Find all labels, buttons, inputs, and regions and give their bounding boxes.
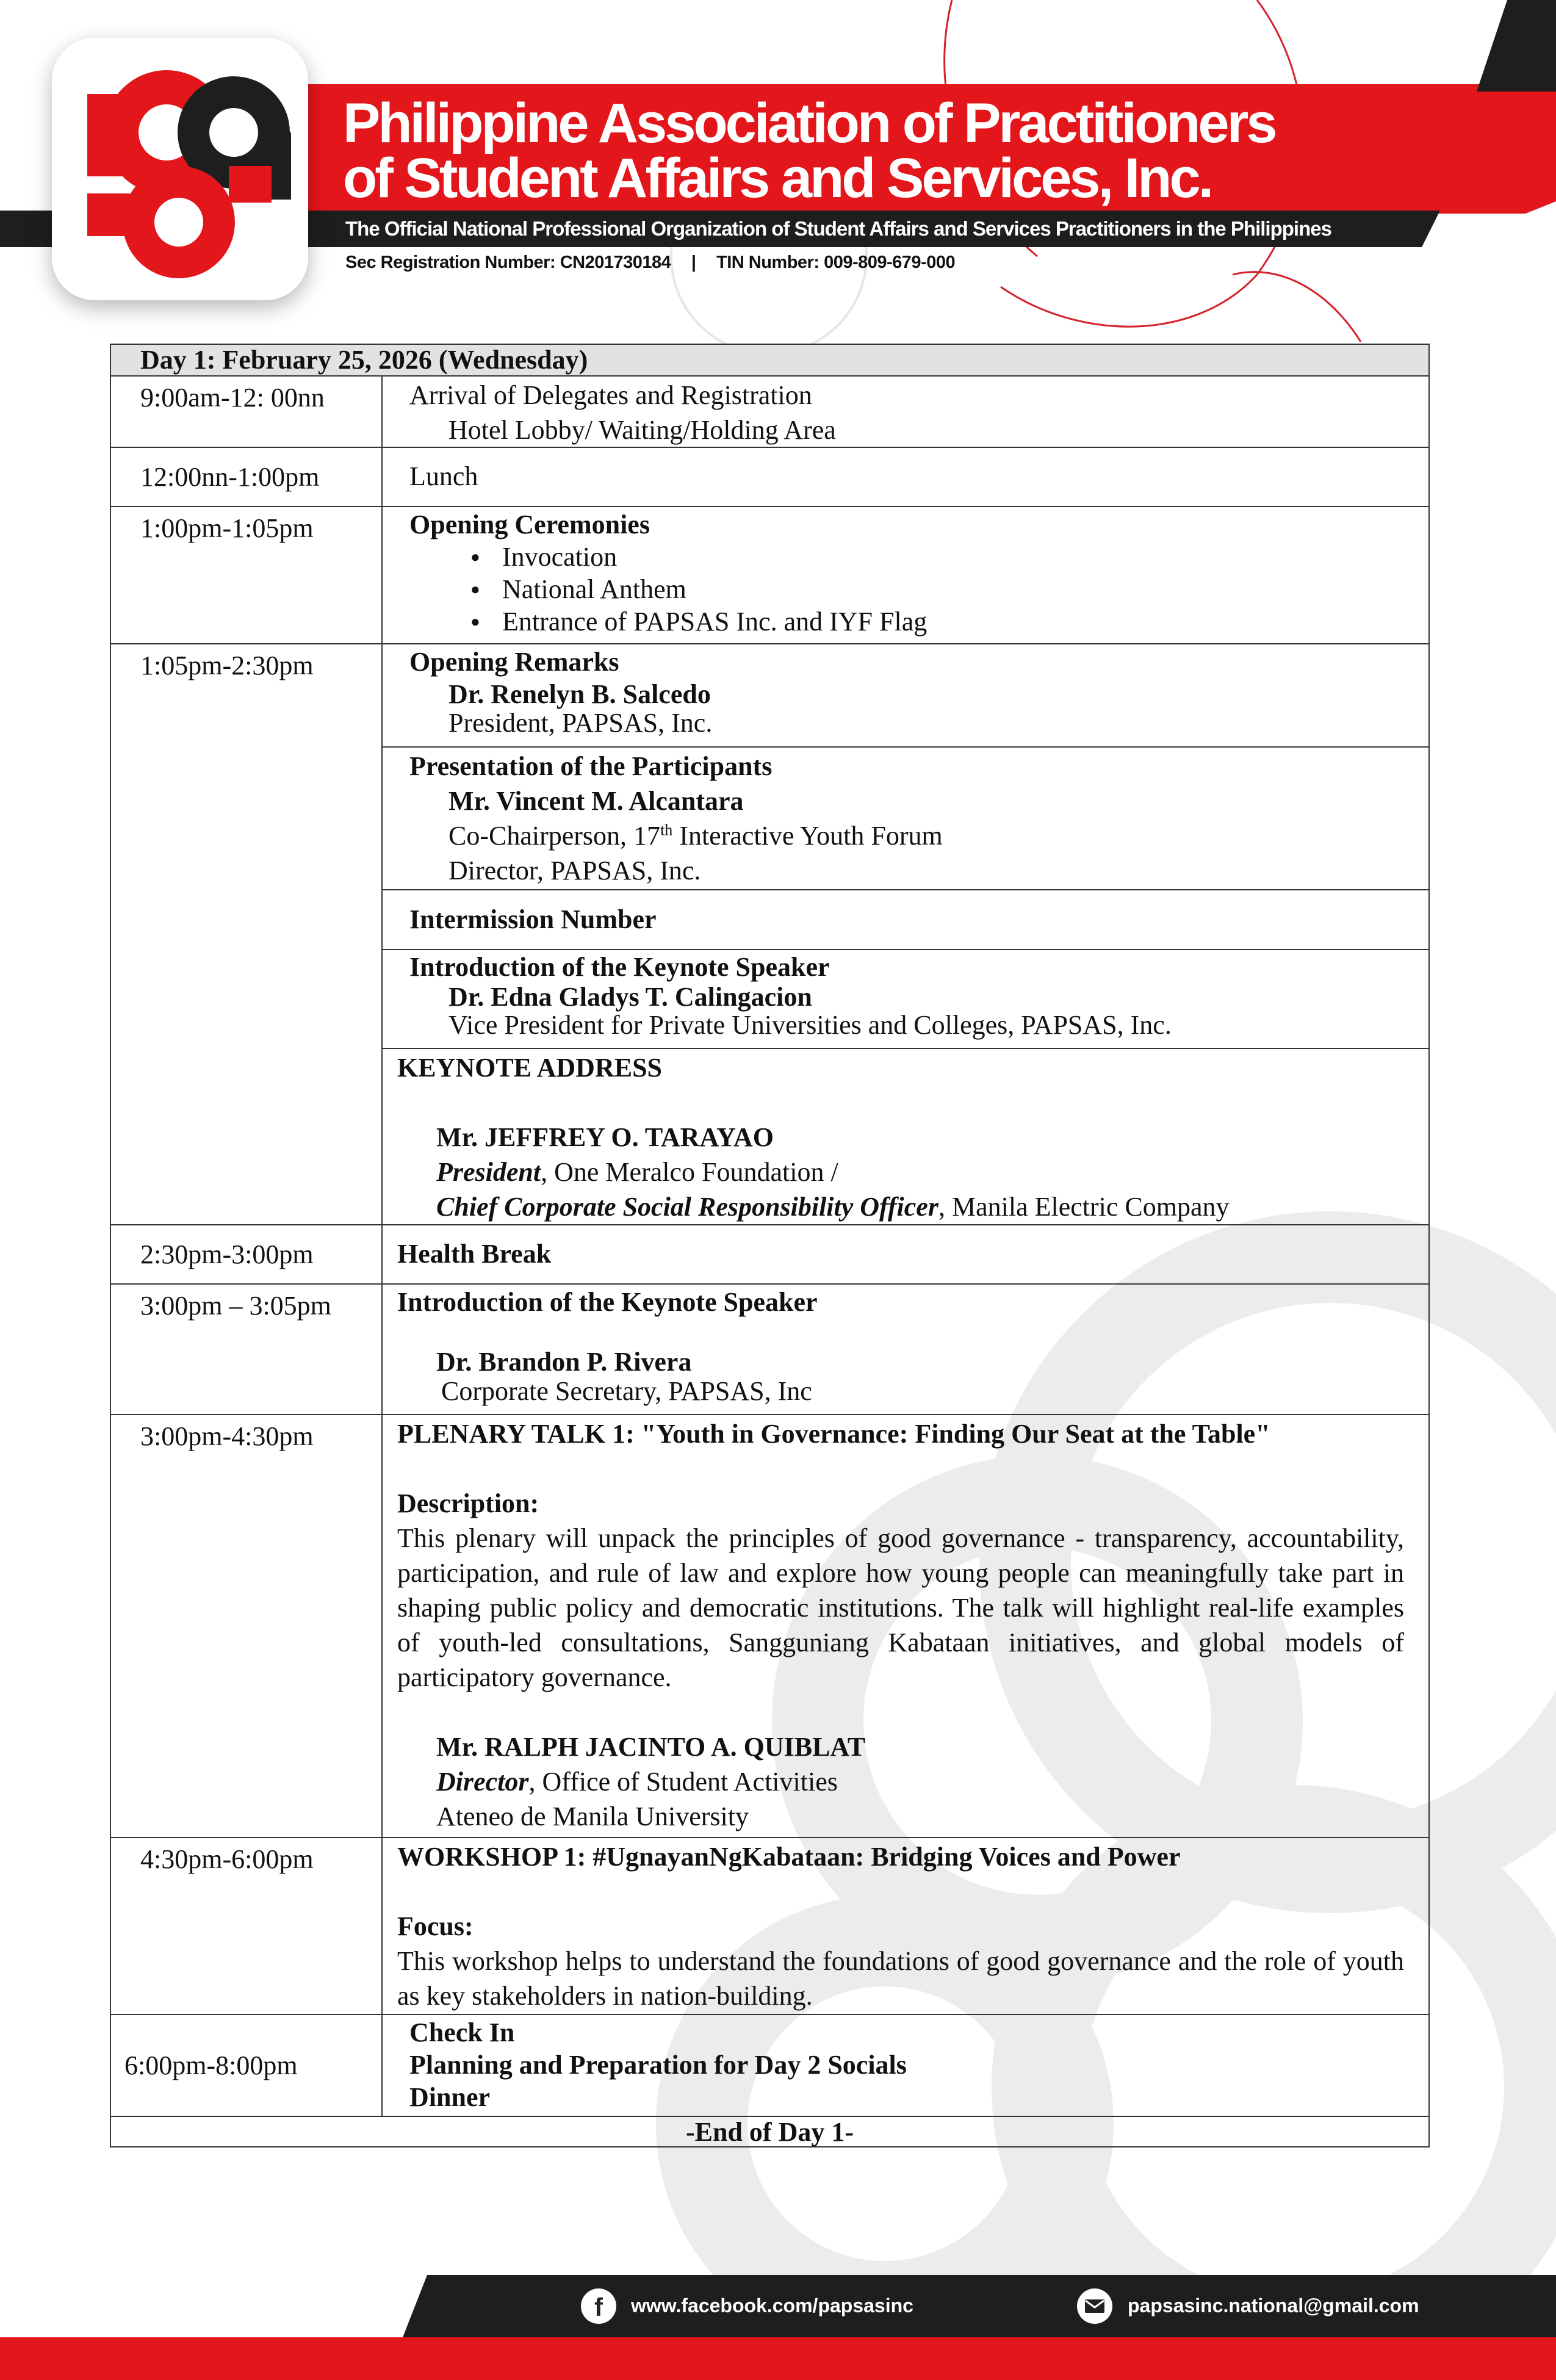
time-slot: 1:00pm-1:05pm [111,507,383,643]
time-slot: 3:00pm-4:30pm [111,1415,383,1837]
speaker-name: Dr. Brandon P. Rivera [436,1347,692,1377]
activity-cell [383,448,1428,506]
role-text: Interactive Youth Forum [672,821,943,851]
activity-title: Opening Ceremonies [409,510,650,539]
speaker-role [409,818,1416,853]
table-row [111,1224,1428,1283]
list-item: ● Invocation [470,541,1416,573]
presentation-cell [383,746,1428,889]
activity-cell [383,377,1428,447]
activity-title: Intermission Number [409,904,657,934]
table-row [111,506,1428,643]
list-item: Dinner [409,2082,490,2112]
activity-title: WORKSHOP 1: #UgnayanNgKabataan: Bridging Voices and Power [397,1842,1181,1872]
activity-title: Arrival of Delegates and Registration [409,380,812,410]
ceremony-list [409,541,1416,638]
speaker-org: , Manila Electric Company [938,1192,1230,1222]
separator: | [691,253,696,272]
table-row [111,2014,1428,2116]
activity-title: Introduction of the Keynote Speaker [409,952,830,982]
speaker-role [397,1189,1416,1224]
keynote-cell [383,1048,1428,1224]
focus-text: This workshop helps to understand the foundations of good governance and the role of youth as key stakeholders in nation-building. [397,1946,1404,2011]
speaker-org: , Office of Student Activities [528,1767,838,1797]
activity-cell [383,507,1428,643]
table-row [111,1837,1428,2014]
activity-cell [383,1285,1428,1414]
email-link[interactable]: papsasinc.national@gmail.com [1128,2295,1419,2317]
end-of-day: -End of Day 1- [111,2116,1428,2146]
time-slot: 2:30pm-3:00pm [111,1225,383,1283]
speaker-position: President [436,1157,541,1187]
role-text: Co-Chairperson, 17 [448,821,661,851]
table-row [111,375,1428,447]
facebook-icon: f [581,2288,616,2324]
activity-title: KEYNOTE ADDRESS [397,1053,663,1083]
time-slot: 3:00pm – 3:05pm [111,1285,383,1414]
speaker-name: Dr. Renelyn B. Salcedo [448,679,711,709]
activity-cell [383,2015,1428,2116]
speaker-position: Director [436,1767,529,1797]
speaker-org: Ateneo de Manila University [436,1801,749,1831]
papsas-logo [52,38,308,300]
org-name-line2: of Student Affairs and Services, Inc. [343,147,1212,209]
schedule-table [110,344,1430,2147]
speaker-org: , One Meralco Foundation / [541,1157,838,1187]
activity-cell [383,1415,1428,1837]
activity-title: Introduction of the Keynote Speaker [397,1287,818,1317]
day-header: Day 1: February 25, 2026 (Wednesday) [111,345,1428,375]
speaker-name: Dr. Edna Gladys T. Calingacion [448,982,812,1012]
list-item: ● Entrance of PAPSAS Inc. and IYF Flag [470,605,1416,638]
speaker-role [397,1764,1416,1799]
opening-remarks-cell [383,644,1428,746]
speaker-role: Corporate Secretary, PAPSAS, Inc [441,1376,812,1406]
keynote-intro-cell [383,949,1428,1048]
org-tagline: The Official National Professional Organization of Student Affairs and Services Practitioners in the Philippines [345,217,1331,240]
table-row [111,643,1428,1224]
facebook-link[interactable]: www.facebook.com/papsasinc [631,2295,913,2317]
speaker-role: Vice President for Private Universities and Colleges, PAPSAS, Inc. [448,1010,1172,1040]
time-slot: 12:00nn-1:00pm [111,448,383,506]
time-slot: 6:00pm-8:00pm [111,2015,383,2116]
activity-title: PLENARY TALK 1: "Youth in Governance: Finding Our Seat at the Table" [397,1419,1270,1449]
list-item: ● National Anthem [470,573,1416,605]
tin-label: TIN Number: [716,253,819,272]
description-label: Description: [397,1488,539,1518]
focus-label: Focus: [397,1911,474,1941]
activity-title: Health Break [397,1239,552,1269]
activity-cell [383,1838,1428,2014]
speaker-role [397,1155,1416,1189]
list-item: Planning and Preparation for Day 2 Socials [409,2050,907,2080]
email-icon [1077,2288,1112,2324]
registration-line [345,253,955,273]
speaker-name: Mr. JEFFREY O. TARAYAO [436,1122,774,1152]
intermission-cell [383,889,1428,949]
org-name-line1: Philippine Association of Practitioners [343,92,1275,154]
description-text: This plenary will unpack the principles of good governance - transparency, accountability, participation, and rule of law and explore how young people can meaningfully take part in shaping public policy and democratic institutions. The talk will highlight real-life examples of youth-led consultations, Sangguniang Kabataan initiatives, and global models of participatory governance. [397,1523,1404,1692]
activity-title: Lunch [409,461,478,491]
speaker-position: Chief Corporate Social Responsibility Officer [436,1192,938,1222]
tin-number: 009-809-679-000 [824,253,956,272]
sec-number: CN201730184 [560,253,671,272]
table-row [111,447,1428,506]
activity-cell [383,1225,1428,1283]
table-row [111,1414,1428,1837]
time-slot: 9:00am-12: 00nn [111,377,383,447]
list-item: Check In [409,2018,515,2047]
speaker-role: Director, PAPSAS, Inc. [448,856,701,885]
speaker-name: Mr. Vincent M. Alcantara [448,786,744,816]
sec-label: Sec Registration Number: [345,253,556,272]
speaker-name: Mr. RALPH JACINTO A. QUIBLAT [436,1732,866,1762]
activity-title: Presentation of the Participants [409,751,773,781]
activity-title: Opening Remarks [409,647,619,677]
ordinal-suffix: th [660,821,673,839]
speaker-role: President, PAPSAS, Inc. [448,708,713,738]
time-slot: 1:05pm-2:30pm [111,644,383,1224]
activity-venue: Hotel Lobby/ Waiting/Holding Area [448,415,836,445]
time-slot: 4:30pm-6:00pm [111,1838,383,2014]
table-row [111,1283,1428,1414]
